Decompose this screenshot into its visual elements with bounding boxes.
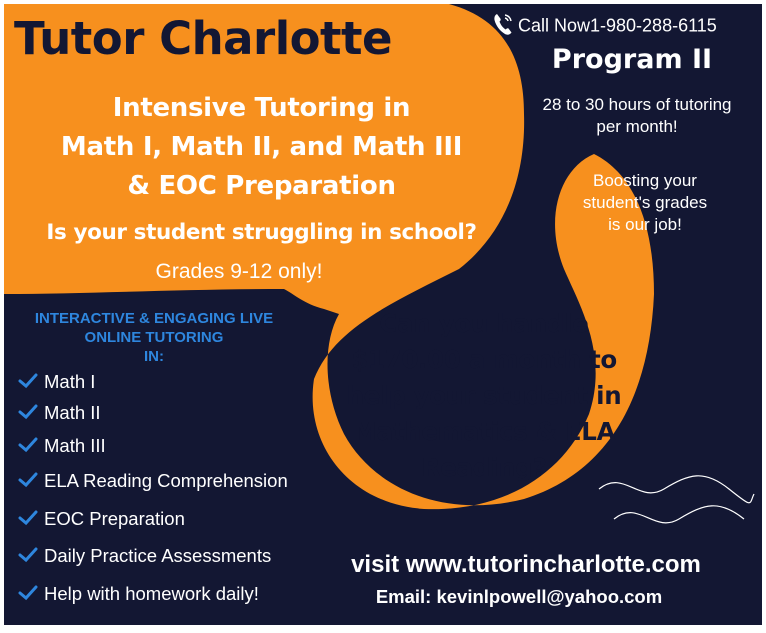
list-item xyxy=(18,470,288,493)
interactive-line-2: ONLINE TUTORING xyxy=(84,329,224,346)
interactive-heading xyxy=(9,309,299,366)
offer-line-4: Mathematics & ELA xyxy=(352,417,616,446)
brand-title: Tutor Charlotte xyxy=(14,12,393,65)
list-item xyxy=(18,545,271,568)
call-now[interactable] xyxy=(492,12,762,41)
list-item xyxy=(18,402,101,425)
headline-line-3: & EOC Preparation xyxy=(127,171,396,201)
offer-question xyxy=(334,306,634,486)
subject-label: Math I xyxy=(44,371,96,392)
grades-note: Grades 9-12 only! xyxy=(155,260,323,283)
call-now-text: Call Now1-980-288-6115 xyxy=(518,15,717,36)
list-item xyxy=(18,371,95,394)
phone-icon xyxy=(492,12,514,41)
headline-line-1: Intensive Tutoring in xyxy=(112,93,411,123)
check-icon xyxy=(18,471,44,493)
list-item xyxy=(18,583,259,606)
subject-label: EOC Preparation xyxy=(44,508,185,529)
website-link[interactable]: visit www.tutorincharlotte.com xyxy=(351,551,701,578)
flyer xyxy=(4,4,762,625)
decorative-squiggle xyxy=(594,464,759,544)
headline-line-2: Math I, Math II, and Math III xyxy=(60,132,463,162)
offer-line-2: $170.00 a month to xyxy=(351,345,617,374)
check-icon xyxy=(18,403,44,425)
hours-line-1: 28 to 30 hours of tutoring xyxy=(542,95,732,114)
subject-label: Daily Practice Assessments xyxy=(44,545,272,566)
boost-line-1: Boosting your xyxy=(593,171,697,190)
hours-info xyxy=(512,94,762,138)
subject-label: Math III xyxy=(44,435,106,456)
struggle-question: Is your student struggling in school? xyxy=(46,220,477,245)
subject-label: Help with homework daily! xyxy=(44,583,259,604)
check-icon xyxy=(18,436,44,458)
email-link[interactable]: Email: kevinlpowell@yahoo.com xyxy=(375,586,663,607)
boost-line-3: is our job! xyxy=(608,215,682,234)
headline xyxy=(4,89,519,206)
check-icon xyxy=(18,584,44,606)
interactive-line-3: IN: xyxy=(144,348,164,365)
program-name: Program II xyxy=(551,44,713,75)
interactive-line-1: INTERACTIVE & ENGAGING LIVE xyxy=(34,310,274,327)
list-item xyxy=(18,508,185,531)
subject-label: ELA Reading Comprehension xyxy=(44,470,288,491)
hours-line-2: per month! xyxy=(596,117,678,136)
check-icon xyxy=(18,546,44,568)
offer-line-3: help your student in xyxy=(346,381,622,410)
offer-line-5: Reading? xyxy=(421,453,547,482)
boost-line-2: student's grades xyxy=(582,193,708,212)
offer-line-1: Can you handle xyxy=(379,309,589,338)
check-icon xyxy=(18,509,44,531)
subject-label: Math II xyxy=(44,402,101,423)
boost-info xyxy=(570,170,720,236)
list-item xyxy=(18,435,106,458)
check-icon xyxy=(18,372,44,394)
